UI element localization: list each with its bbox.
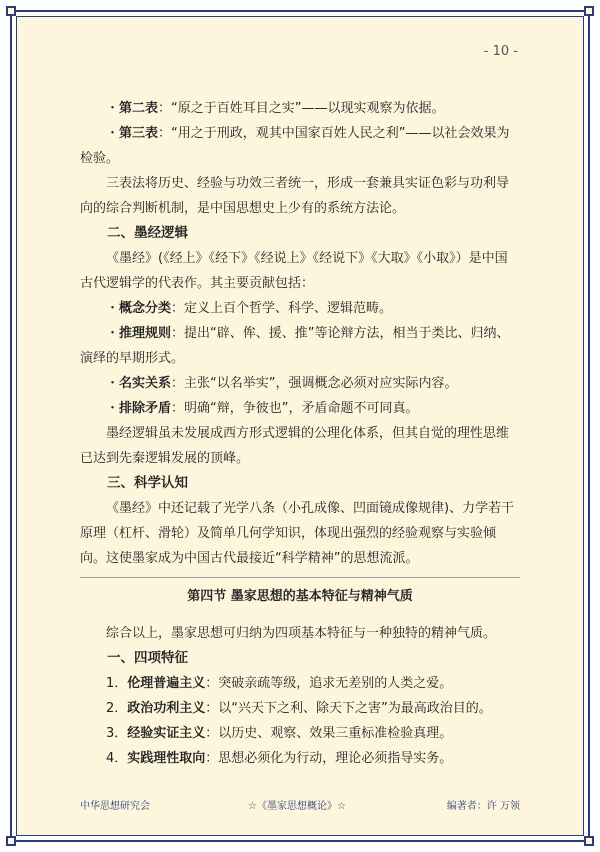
list-item: ・第三表：“用之于刑政，观其中国家百姓人民之利”——以社会效果为检验。 [80, 126, 510, 166]
list-item: ・名实关系：主张“以名举实”，强调概念必须对应实际内容。 [106, 376, 458, 391]
section-title: 第四节 墨家思想的基本特征与精神气质 [187, 589, 413, 604]
list-item: ・推理规则：提出“辟、侔、援、推”等论辩方法，相当于类比、归纳、演绎的早期形式。 [80, 326, 510, 366]
section-divider [80, 577, 520, 578]
list-item: ・排除矛盾：明确“辩，争彼也”，矛盾命题不可同真。 [106, 401, 419, 416]
list-item: ・第二表：“原之于百姓耳目之实”——以现实观察为依据。 [106, 101, 445, 116]
term-label: 经验实证主义 [127, 726, 206, 741]
corner-ornament [6, 6, 16, 16]
page-number: - 10 - [483, 44, 518, 59]
footer-book-title: ☆《墨家思想概论》☆ [248, 801, 346, 812]
page-content [80, 96, 520, 771]
footer-author: 编著者：许 万领 [446, 801, 520, 812]
term-label: 名实关系 [119, 376, 172, 391]
subheading: 一、四项特征 [107, 650, 188, 666]
corner-ornament [584, 6, 594, 16]
paragraph: 《墨经》(《经上》《经下》《经说上》《经说下》《大取》《小取》）是中国古代逻辑学的代表作。其主要贡献包括： [80, 251, 508, 291]
term-label: 第三表 [119, 126, 159, 141]
term-label: 第二表 [119, 101, 159, 116]
list-item: 1．伦理普遍主义：突破亲疏等级，追求无差别的人类之爱。 [106, 676, 453, 691]
list-item: 2．政治功利主义：以“兴天下之利、除天下之害”为最高政治目的。 [106, 701, 492, 716]
paragraph: 综合以上，墨家思想可归纳为四项基本特征与一种独特的精神气质。 [106, 626, 497, 641]
subheading: 三、科学认知 [107, 475, 188, 491]
list-item: ・概念分类：定义上百个哲学、科学、逻辑范畴。 [106, 301, 393, 316]
term-label: 政治功利主义 [127, 701, 206, 716]
corner-ornament [584, 836, 594, 846]
list-item: 4．实践理性取向：思想必须化为行动，理论必须指导实务。 [106, 751, 453, 766]
corner-ornament [6, 836, 16, 846]
paragraph: 《墨经》中还记载了光学八条（小孔成像、凹面镜成像规律)、力学若干原理（杠杆、滑轮）及简单几何学知识，体现出强烈的经验观察与实验倾向。这使墨家成为中国古代最接近“科学精神”的思想流派。 [80, 501, 515, 566]
subheading: 二、墨经逻辑 [107, 225, 188, 241]
term-label: 伦理普遍主义 [127, 676, 206, 691]
list-item: 3．经验实证主义：以历史、观察、效果三重标准检验真理。 [106, 726, 453, 741]
term-label: 实践理性取向 [127, 751, 206, 766]
term-label: 推理规则 [119, 326, 172, 341]
paragraph: 三表法将历史、经验与功效三者统一，形成一套兼具实证色彩与功利导向的综合判断机制，是中国思想史上少有的系统方法论。 [80, 176, 510, 216]
paragraph: 墨经逻辑虽未发展成西方形式逻辑的公理化体系，但其自觉的理性思维已达到先秦逻辑发展的顶峰。 [80, 426, 510, 466]
term-label: 概念分类 [119, 301, 172, 316]
footer-publisher: 中华思想研究会 [80, 801, 150, 812]
term-label: 排除矛盾 [119, 401, 172, 416]
